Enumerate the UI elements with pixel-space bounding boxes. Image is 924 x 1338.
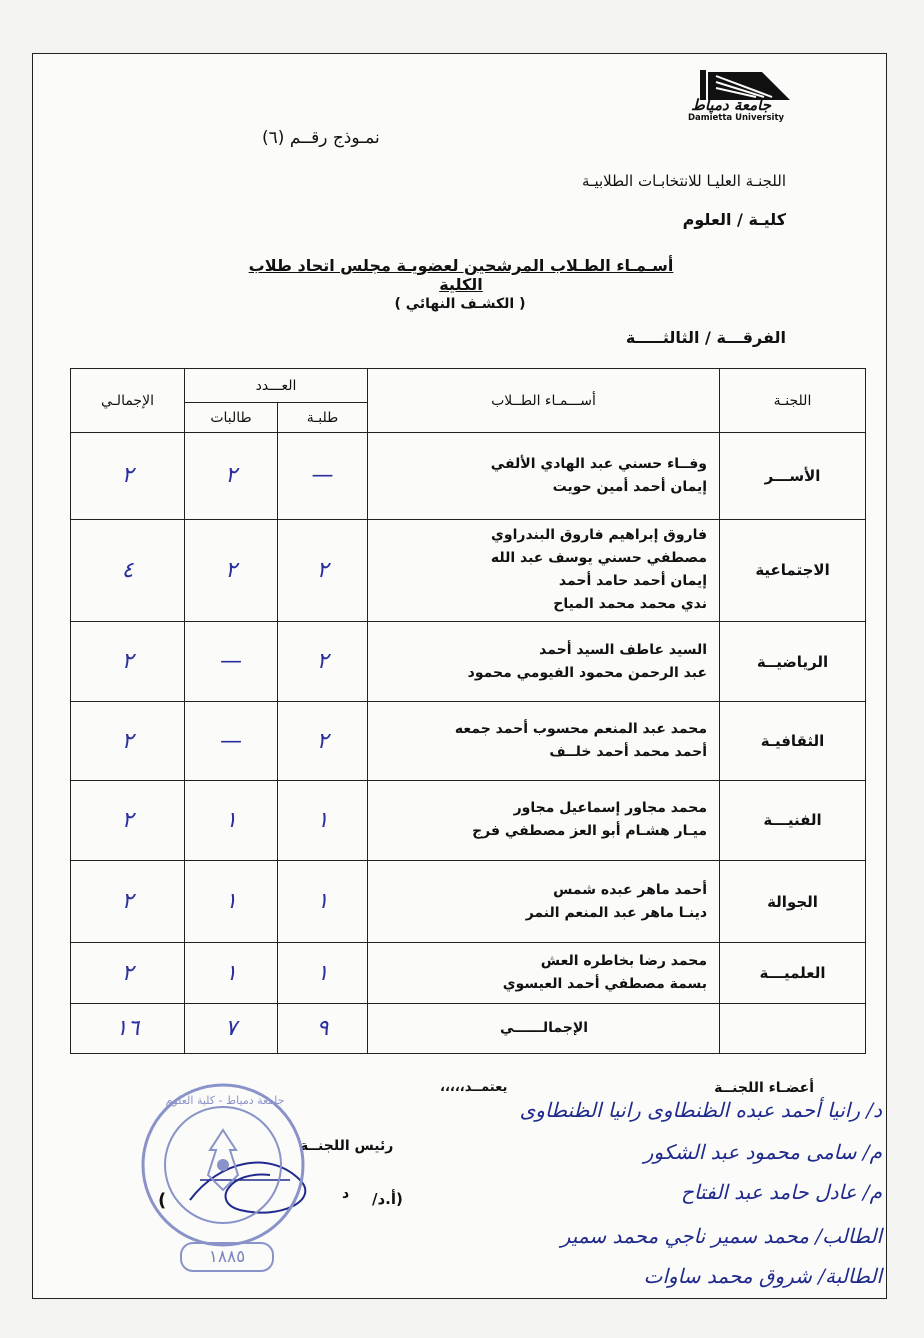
row-committee: الأســـر — [720, 433, 866, 519]
student-name: محمد رضا بخاطره العش — [540, 953, 708, 970]
row-committee: الرياضيــة — [720, 622, 866, 702]
student-name: عبد الرحمن محمود الفيومي محمود — [467, 664, 708, 681]
logo-arabic-text: جامعة دمياط — [690, 96, 772, 114]
row-males: — — [278, 433, 368, 519]
student-name: محمد مجاور إسماعيل مجاور — [513, 800, 708, 817]
signature-line: م/ عادل حامد عبد الفتاح — [681, 1180, 882, 1204]
row-committee: الثقافيـة — [720, 702, 866, 780]
header-committee: اللجنـة — [720, 369, 866, 433]
row-females: — — [185, 622, 278, 702]
row-females: ١ — [185, 861, 278, 943]
page-subtitle: ( الكشـف النهائي ) — [394, 296, 526, 312]
candidates-table — [70, 368, 866, 1054]
stamp-number: ١٨٨٥ — [180, 1242, 274, 1272]
committee-members-label: أعضـاء اللجنــة — [714, 1080, 814, 1096]
header-count: العـــدد — [185, 369, 368, 403]
student-name: مصطفي حسني يوسف عبد الله — [490, 550, 708, 567]
row-total: ٤ — [71, 519, 185, 621]
row-total: ٢ — [71, 702, 185, 780]
row-females: ١ — [185, 780, 278, 860]
grand-total-all: ١٦ — [71, 1003, 185, 1053]
row-total: ٢ — [71, 943, 185, 1003]
row-females: ١ — [185, 943, 278, 1003]
student-name: أحمد ماهر عبده شمس — [553, 881, 708, 898]
student-name: إيمان أحمد أمين حويت — [552, 478, 708, 495]
page-title: أسـمـاء الطـلاب المرشحين لعضويـة مجلس اتحاد طلاب الكلية — [248, 256, 674, 294]
grand-total-females: ٧ — [185, 1003, 278, 1053]
grand-total-males: ٩ — [278, 1003, 368, 1053]
row-total: ٢ — [71, 861, 185, 943]
student-name: دينـا ماهر عبد المنعم النمر — [525, 904, 708, 921]
grand-total-label: الإجمالــــــي — [368, 1003, 720, 1053]
committee-chair-label: رئيس اللجنــة — [300, 1138, 394, 1154]
signature-line: الطالبة/ شروق محمد ساوات — [643, 1264, 882, 1288]
header-females: طالبات — [185, 403, 278, 433]
student-name: ميـار هشـام أبو العز مصطفي فرج — [472, 823, 708, 840]
signature-line: د/ رانيا أحمد عبده الظنطاوى رانيا الظنطاوى — [519, 1098, 882, 1122]
row-total: ٢ — [71, 622, 185, 702]
row-males: ٢ — [278, 519, 368, 621]
row-names — [368, 519, 720, 621]
row-names — [368, 433, 720, 519]
signature-line: م/ سامى محمود عبد الشكور — [643, 1140, 882, 1164]
student-name: وفــاء حسني عبد الهادي الألفي — [490, 455, 708, 472]
row-males: ٢ — [278, 622, 368, 702]
table-row — [71, 519, 866, 621]
row-males: ١ — [278, 943, 368, 1003]
row-total: ٢ — [71, 780, 185, 860]
student-name: ندي محمد محمد المياح — [553, 596, 708, 613]
header-names: أســـمـاء الطــلاب — [368, 369, 720, 433]
row-females: ٢ — [185, 433, 278, 519]
grand-total-empty — [720, 1003, 866, 1053]
table-header-row — [71, 369, 866, 403]
student-name: فاروق إبراهيم فاروق البندراوي — [491, 527, 708, 544]
row-males: ١ — [278, 780, 368, 860]
form-number: نمـوذج رقــم (٦) — [262, 128, 380, 148]
row-names — [368, 780, 720, 860]
table-row — [71, 861, 866, 943]
row-females: — — [185, 702, 278, 780]
logo-english-text: Damietta University — [687, 113, 785, 123]
grade-level: الفرقـــة / الثالثـــــة — [625, 328, 786, 347]
student-name: إيمان أحمد حامد أحمد — [558, 573, 708, 590]
stamp-text: جامعة دمياط - كلية العلوم — [165, 1094, 285, 1107]
header-total: الإجمالـي — [71, 369, 185, 433]
row-names — [368, 622, 720, 702]
row-males: ١ — [278, 861, 368, 943]
row-names — [368, 702, 720, 780]
adopted-label: يعتمــد،،،،، — [440, 1080, 508, 1095]
table-row — [71, 622, 866, 702]
student-name: محمد عبد المنعم محسوب أحمد جمعه — [454, 721, 708, 738]
row-committee: الاجتماعية — [720, 519, 866, 621]
student-name: السيد عاطف السيد أحمد — [539, 641, 708, 658]
row-names — [368, 943, 720, 1003]
chair-paren-close: (أ.د/ — [372, 1190, 403, 1208]
row-committee: الجوالة — [720, 861, 866, 943]
table-row — [71, 702, 866, 780]
grand-total-row — [71, 1003, 866, 1053]
row-males: ٢ — [278, 702, 368, 780]
row-names — [368, 861, 720, 943]
table-row — [71, 780, 866, 860]
row-committee: العلميـــة — [720, 943, 866, 1003]
header-males: طلبـة — [278, 403, 368, 433]
chair-prefix: د — [342, 1186, 350, 1202]
table-row — [71, 943, 866, 1003]
row-committee: الفنيـــة — [720, 780, 866, 860]
row-total: ٢ — [71, 433, 185, 519]
committee-name: اللجنـة العليـا للانتخابـات الطلابيـة — [582, 172, 786, 190]
chair-paren-open: ( — [158, 1190, 167, 1211]
row-females: ٢ — [185, 519, 278, 621]
student-name: بسمة مصطفي أحمد العيسوي — [502, 976, 708, 993]
signature-line: الطالب/ محمد سمير ناجي محمد سمير — [560, 1224, 882, 1248]
student-name: أحمد محمد أحمد خلــف — [549, 744, 708, 761]
faculty-name: كليـة / العلوم — [682, 210, 786, 229]
table-row — [71, 433, 866, 519]
